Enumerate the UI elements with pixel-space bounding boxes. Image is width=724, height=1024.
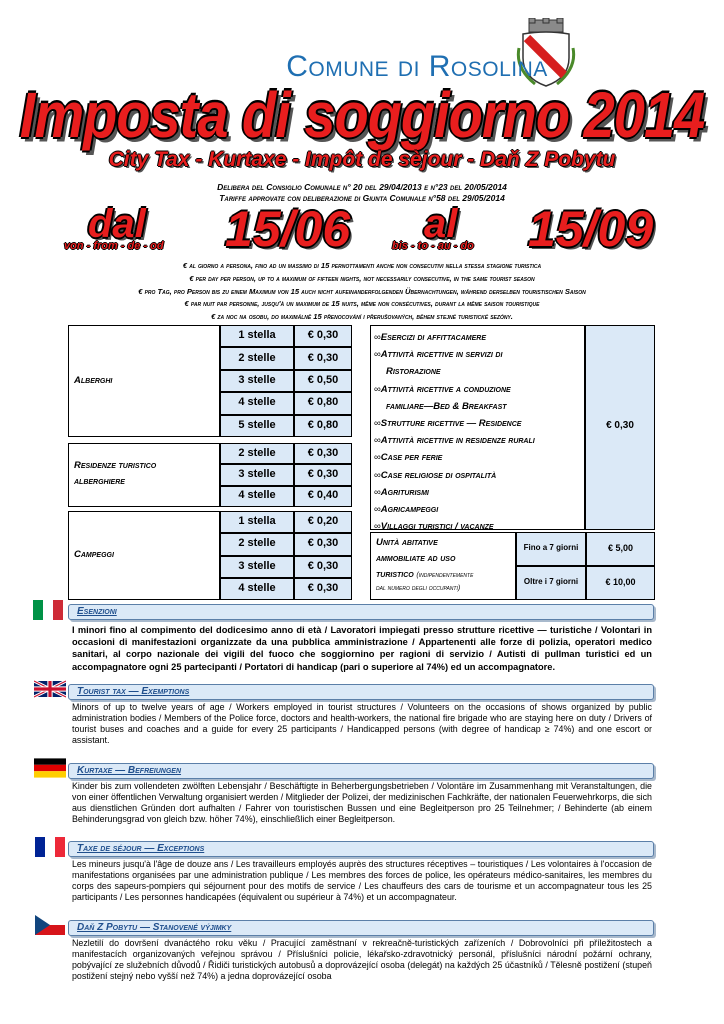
campeggi-stars: 1 stella (238, 515, 276, 528)
section-text-dan: Nezletilí do dovršení dvanáctého roku věku / Pracující zaměstnaní v rekreačně-turistických zařízeních / Dobrovolníci při příležitostech a manifestacích organizovaných veřejnou správou / Příslušníci policie, lékařsko-zdravotnický personál, příslušníci národní požární ochrany, pobývající ze služebních důvodů / Řidiči turistických autobusů a doprovázející osoba (delegát) na každých 25 účastníků / Tělesně postižení (stupeň postižení stejný nebo vyšší než 74%) a jedna doprovázející osoba (72, 938, 652, 981)
rate-desc-de: € pro Tag, pro Person bis zu einem Maximum von 15 auch nicht aufeinanderfolgenden Übernachtungen, während derselben touristischen Saison (138, 286, 586, 296)
unita-line-1: Unità abitative (376, 537, 438, 548)
residenze-stars: 2 stelle (238, 446, 276, 459)
campeggi-price: € 0,30 (307, 537, 339, 550)
municipality-name: Comune di Rosolina (286, 50, 548, 83)
from-date: 15/06 (225, 201, 351, 257)
alberghi-price: € 0,30 (307, 351, 339, 364)
unita-note-1: (indipendentemente (416, 572, 474, 579)
germany-flag-icon (34, 758, 66, 778)
accommodation-price: € 0,30 (606, 420, 634, 431)
alberghi-price: € 0,80 (307, 418, 339, 431)
section-text-tourist-tax: Minors of up to twelve years of age / Workers employed in tourist structures / Volunteers on the occasions of shows organized by public administration bodies / Members of the Police force, doctors and health-workers, the national fire brigade who are staying here on duty / Drivers of tourist buses and coaches and a guide for every 25 participants / Handicapped persons (with degree of handicap ≥ 74%) and one escort or assistant. (72, 702, 652, 745)
accommodation-list (374, 329, 535, 535)
unita-line-3: turistico (indipendentemente (376, 569, 474, 580)
section-bar-taxe (68, 841, 654, 857)
residenze-stars: 3 stelle (238, 467, 276, 480)
accommodation-list-item: ∞Case religiose di ospitalità (374, 469, 497, 481)
campeggi-stars: 3 stelle (238, 559, 276, 572)
alberghi-stars: 4 stelle (238, 396, 276, 409)
rate-description (0, 260, 724, 324)
infinity-bullet-icon: ∞ (374, 452, 381, 464)
to-translations: bis - to - au - do (392, 240, 474, 252)
accommodation-list-item: ∞Villaggi turistici / vacanze (374, 521, 494, 533)
from-translations: von - from - de - od (64, 240, 164, 252)
infinity-bullet-icon: ∞ (374, 418, 381, 430)
accommodation-list-item: ∞Agricampeggi (374, 504, 439, 516)
residenze-price: € 0,40 (307, 489, 339, 502)
accommodation-list-item: ∞Attività ricettive in servizi di (374, 349, 503, 361)
alberghi-stars: 1 stella (238, 329, 276, 342)
unita-line-2: ammobiliate ad uso (376, 553, 456, 564)
infinity-bullet-icon: ∞ (374, 435, 381, 447)
rate-desc-fr: € par nuit par personne, jusqu'à un maximum de 15 nuits, même non consécutives, durant la même saison touristique (184, 299, 540, 309)
section-bar-esenzioni (68, 604, 654, 620)
alberghi-label: Alberghi (74, 375, 113, 386)
france-flag-icon (34, 837, 66, 857)
rate-desc-en: € per day per person, up to a maximum of fifteen nights, not necessarily consecutive, in the same tourist season (189, 273, 535, 283)
accommodation-list-item: ∞Esercizi di affittacamere (374, 332, 486, 343)
alberghi-price: € 0,50 (307, 374, 339, 386)
campeggi-stars: 2 stelle (238, 537, 276, 550)
residenze-price: € 0,30 (307, 467, 339, 480)
long-stay-label: Oltre i 7 giorni (523, 577, 579, 586)
infinity-bullet-icon: ∞ (374, 349, 381, 361)
residenze-label-2: alberghiere (74, 476, 125, 487)
uk-flag-icon (34, 679, 66, 699)
campeggi-price: € 0,20 (307, 515, 339, 528)
campeggi-price: € 0,30 (307, 559, 339, 572)
section-text-taxe: Les mineurs jusqu'à l'âge de douze ans / Les travailleurs employés auprès des structures réceptives – touristiques / Les volontaires à l'occasion de manifestations organisées par une administration publique / Les membres des forces de police, les opérateurs médico-sanitaires, les membres du corps des sapeurs-pompiers qui séjournent pour des motifs de service / Les chauffeurs des cars de tourisme et un accompagnateur tous les 25 participants / Les personnes handicapées (équivalent ou supérieur à 74%) et un accompagnateur. (72, 859, 652, 902)
residenze-price: € 0,30 (307, 446, 339, 459)
section-title-esenzioni: Esenzioni (77, 606, 117, 617)
subtitle: City Tax - Kurtaxe - Impôt de sèjour - Daň Z Pobytu (108, 148, 616, 171)
section-bar-dan (68, 920, 654, 936)
alberghi-stars: 3 stelle (238, 374, 276, 386)
section-title-dan: Daň Z Pobytu — Stanovené výjimky (77, 922, 232, 933)
infinity-bullet-icon: ∞ (374, 332, 381, 343)
campeggi-stars: 4 stelle (238, 581, 276, 594)
section-text-kurtaxe: Kinder bis zum vollendeten zwölften Lebensjahr / Beschäftigte in Beherbergungsbetrieben / Volontäre im Zusammenhang mit Veranstaltungen, die von einer öffentlichen Verwaltung organisiert werden / Mitglieder der Polizei, der medizinischen Fachkräfte, der nationalen Feuerwehrkorps, die sich aus dienstlichen Gründen dort aufhalten / Fahrer von touristischen Bussen und eine Begleitperson pro 25 Teilnehmer; / Behinderte (ab einem Behinderungsgrad von gleich bzw. höher 74%), einschließlich einer Begleitperson. (72, 781, 652, 824)
czech-flag-icon (34, 915, 66, 935)
alberghi-stars: 2 stelle (238, 351, 276, 364)
section-title-kurtaxe: Kurtaxe — Befreiungen (77, 765, 182, 776)
accommodation-list-item: ∞Strutture ricettive — Residence (374, 418, 522, 430)
long-stay-price: € 10,00 (605, 577, 636, 587)
accommodation-list-item: ∞Agriturismi (374, 486, 429, 498)
unita-label (376, 535, 473, 594)
alberghi-stars: 5 stelle (238, 418, 276, 431)
short-stay-label: Fino a 7 giorni (523, 543, 579, 552)
delibera-line-1: Delibera del Consiglio Comunale n° 20 del 29/04/2013 e n°23 del 20/05/2014 (217, 182, 507, 192)
section-bar-kurtaxe (68, 763, 654, 779)
infinity-bullet-icon: ∞ (374, 504, 381, 516)
accommodation-list-item: ∞Attività ricettive in residenze rurali (374, 435, 535, 447)
infinity-bullet-icon: ∞ (374, 469, 381, 481)
section-text-esenzioni: I minori fino al compimento del dodicesimo anno di età / Lavoratori impiegati presso strutture ricettive — turistiche / Volontari in occasioni di manifestazioni organizzate da una pubblica amministrazione / Appartenenti alle forze di polizia, operatori medico sanitari, al corpo nazionale dei vigili del fuoco che soggiornino per ragioni di servizio / Autisti di pullman turistici ed un accompagnatore ogni 25 partecipanti / Portatori di handicap (pari o superiore al 74%) ed un accompagnatore. (72, 625, 652, 672)
rate-desc-it: € al giorno a persona, fino ad un massimo di 15 pernottamenti anche non consecutivi nella stessa stagione turistica (182, 261, 542, 270)
from-word: dal (88, 202, 146, 246)
infinity-bullet-icon: ∞ (374, 383, 381, 395)
residenze-stars: 4 stelle (238, 489, 276, 502)
unita-note-2: dal numero degli occupanti) (376, 585, 461, 592)
residenze-label-1: Residenze turistico (74, 460, 157, 471)
to-word: al (424, 202, 458, 246)
italy-flag-icon (32, 600, 64, 620)
short-stay-price: € 5,00 (607, 543, 634, 553)
accommodation-list-item: familiare—Bed & Breakfast (386, 400, 507, 412)
main-title: Imposta di soggiorno 2014 (19, 78, 705, 151)
campeggi-label: Campeggi (74, 549, 114, 560)
rate-desc-cz: € za noc na osobu, do maximálně 15 přenocování i přerušovaných, během stejné turistické sezóny. (211, 312, 513, 322)
to-date: 15/09 (528, 201, 654, 257)
alberghi-price: € 0,30 (307, 329, 339, 342)
section-bar-tourist-tax (68, 684, 654, 700)
accommodation-list-item: ∞Attività ricettive a conduzione (374, 383, 511, 395)
accommodation-list-item: ∞Case per ferie (374, 452, 443, 464)
infinity-bullet-icon: ∞ (374, 486, 381, 498)
section-title-taxe: Taxe de séjour — Exceptions (77, 843, 205, 854)
campeggi-price: € 0,30 (307, 581, 339, 594)
delibera-line-2: Tariffe approvate con deliberazione di Giunta Comunale n°58 del 29/05/2014 (219, 193, 505, 203)
accommodation-list-item: Ristorazione (386, 366, 441, 378)
infinity-bullet-icon: ∞ (374, 521, 381, 533)
section-title-tourist-tax: Tourist tax — Exemptions (77, 686, 190, 697)
alberghi-price: € 0,80 (307, 396, 339, 409)
